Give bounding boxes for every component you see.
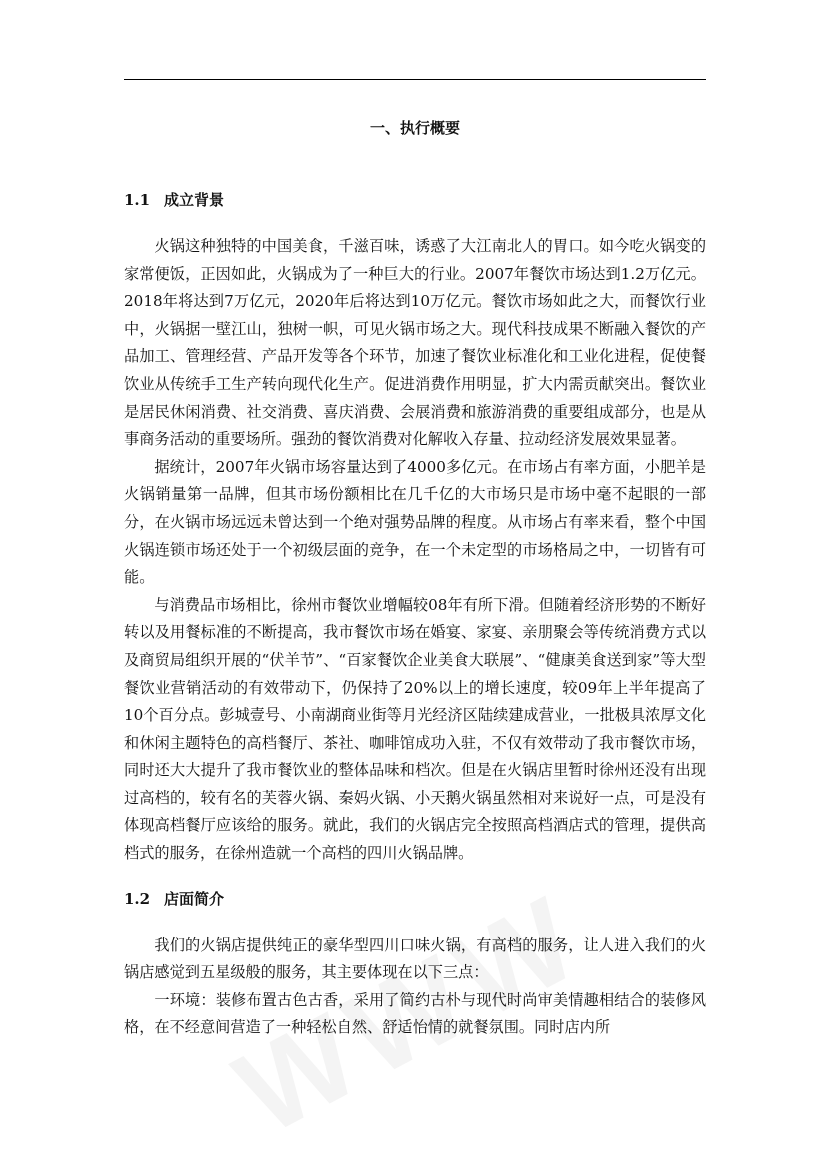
- paragraph: 我们的火锅店提供纯正的豪华型四川口味火锅，有高档的服务，让人进入我们的火锅店感觉到五星级般的服务，其主要体现在以下三点：: [124, 935, 706, 982]
- section-number: 1.2: [124, 889, 151, 908]
- document-page: [124, 117, 706, 1042]
- section-title-text: 成立背景: [164, 191, 225, 209]
- section-heading-1-2: [124, 888, 706, 910]
- paragraph: 与消费品市场相比，徐州市餐饮业增幅较08年有所下滑。但随着经济形势的不断好转以及用餐标准的不断提高，我市餐饮市场在婚宴、家宴、亲朋聚会等传统消费方式以及商贸局组织开展的“伏羊节”、“百家餐饮企业美食大联展”、“健康美食送到家”等大型餐饮业营销活动的有效带动下，仍保持了20%以上的增长速度，较09年上半年提高了10个百分点。彭城壹号、小南湖商业街等月光经济区陆续建成营业，一批极具浓厚文化和休闲主题特色的高档餐厅、茶社、咖啡馆成功入驻，不仅有效带动了我市餐饮市场，同时还大大提升了我市餐饮业的整体品味和档次。但是在火锅店里暂时徐州还没有出现过高档的，较有名的芙蓉火锅、秦妈火锅、小天鹅火锅虽然相对来说好一点，可是没有体现高档餐厅应该给的服务。就此，我们的火锅店完全按照高档酒店式的管理，提供高档式的服务，在徐州造就一个高档的四川火锅品牌。: [124, 595, 706, 863]
- section-heading-1-1: [124, 189, 706, 211]
- paragraph: 一环境：装修布置古色古香，采用了简约古朴与现代时尚审美情趣相结合的装修风格，在不经意间营造了一种轻松自然、舒适怡情的就餐氛围。同时店内所: [124, 990, 706, 1037]
- section-number: 1.1: [124, 191, 151, 209]
- paragraph: 据统计，2007年火锅市场容量达到了4000多亿元。在市场占有率方面，小肥羊是火锅销量第一品牌，但其市场份额相比在几千亿的大市场只是市场中毫不起眼的一部分，在火锅市场远远未曾达到一个绝对强势品牌的程度。从市场占有率来看，整个中国火锅连锁市场还处于一个初级层面的竞争，在一个未定型的市场格局之中，一切皆有可能。: [124, 457, 706, 587]
- paragraph: 火锅这种独特的中国美食，千滋百味，诱惑了大江南北人的胃口。如今吃火锅变的家常便饭，正因如此，火锅成为了一种巨大的行业。2007年餐饮市场达到1.2万亿元。2018年将达到7万亿元，2020年后将达到10万亿元。餐饮市场如此之大，而餐饮行业中，火锅据一壁江山，独树一帜，可见火锅市场之大。现代科技成果不断融入餐饮的产品加工、管理经营、产品开发等各个环节，加速了餐饮业标准化和工业化进程，促使餐饮业从传统手工生产转向现代化生产。促进消费作用明显，扩大内需贡献突出。餐饮业是居民休闲消费、社交消费、喜庆消费、会展消费和旅游消费的重要组成部分，也是从事商务活动的重要场所。强劲的餐饮消费对化解收入存量、拉动经济发展效果显著。: [124, 237, 706, 449]
- header-rule: [124, 79, 706, 80]
- chapter-title: 一、执行概要: [369, 119, 460, 137]
- section-title-text: 店面简介: [164, 889, 225, 908]
